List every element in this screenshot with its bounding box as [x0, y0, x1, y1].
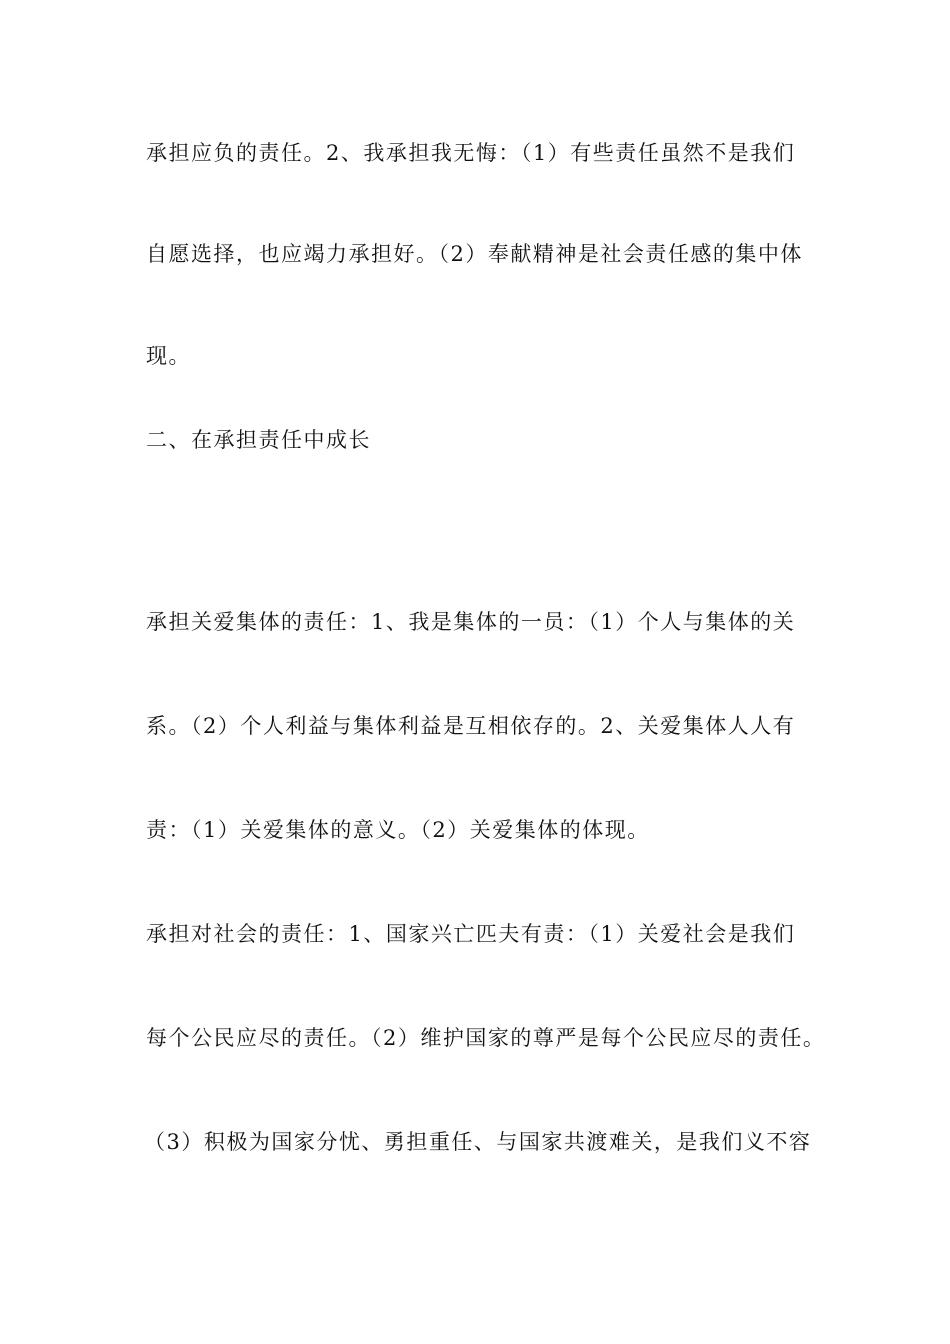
paragraph-line: 责：（1）关爱集体的意义。（2）关爱集体的体现。 [146, 818, 650, 842]
paragraph-line: 每个公民应尽的责任。（2）维护国家的尊严是每个公民应尽的责任。 [146, 1026, 826, 1050]
paragraph-line: （3）积极为国家分忧、勇担重任、与国家共渡难关，是我们义不容 [144, 1130, 812, 1154]
section-heading: 二、在承担责任中成长 [146, 428, 371, 452]
paragraph-line: 现。 [146, 344, 191, 368]
paragraph-line: 承担关爱集体的责任：1、我是集体的一员：（1）个人与集体的关 [146, 610, 796, 634]
paragraph-line: 承担应负的责任。2、我承担我无悔：（1）有些责任虽然不是我们 [146, 141, 796, 165]
paragraph-line: 系。（2）个人利益与集体利益是互相依存的。2、关爱集体人人有 [146, 714, 796, 738]
paragraph-line: 承担对社会的责任：1、国家兴亡匹夫有责：（1）关爱社会是我们 [146, 922, 796, 946]
paragraph-line: 自愿选择，也应竭力承担好。（2）奉献精神是社会责任感的集中体 [146, 242, 803, 266]
